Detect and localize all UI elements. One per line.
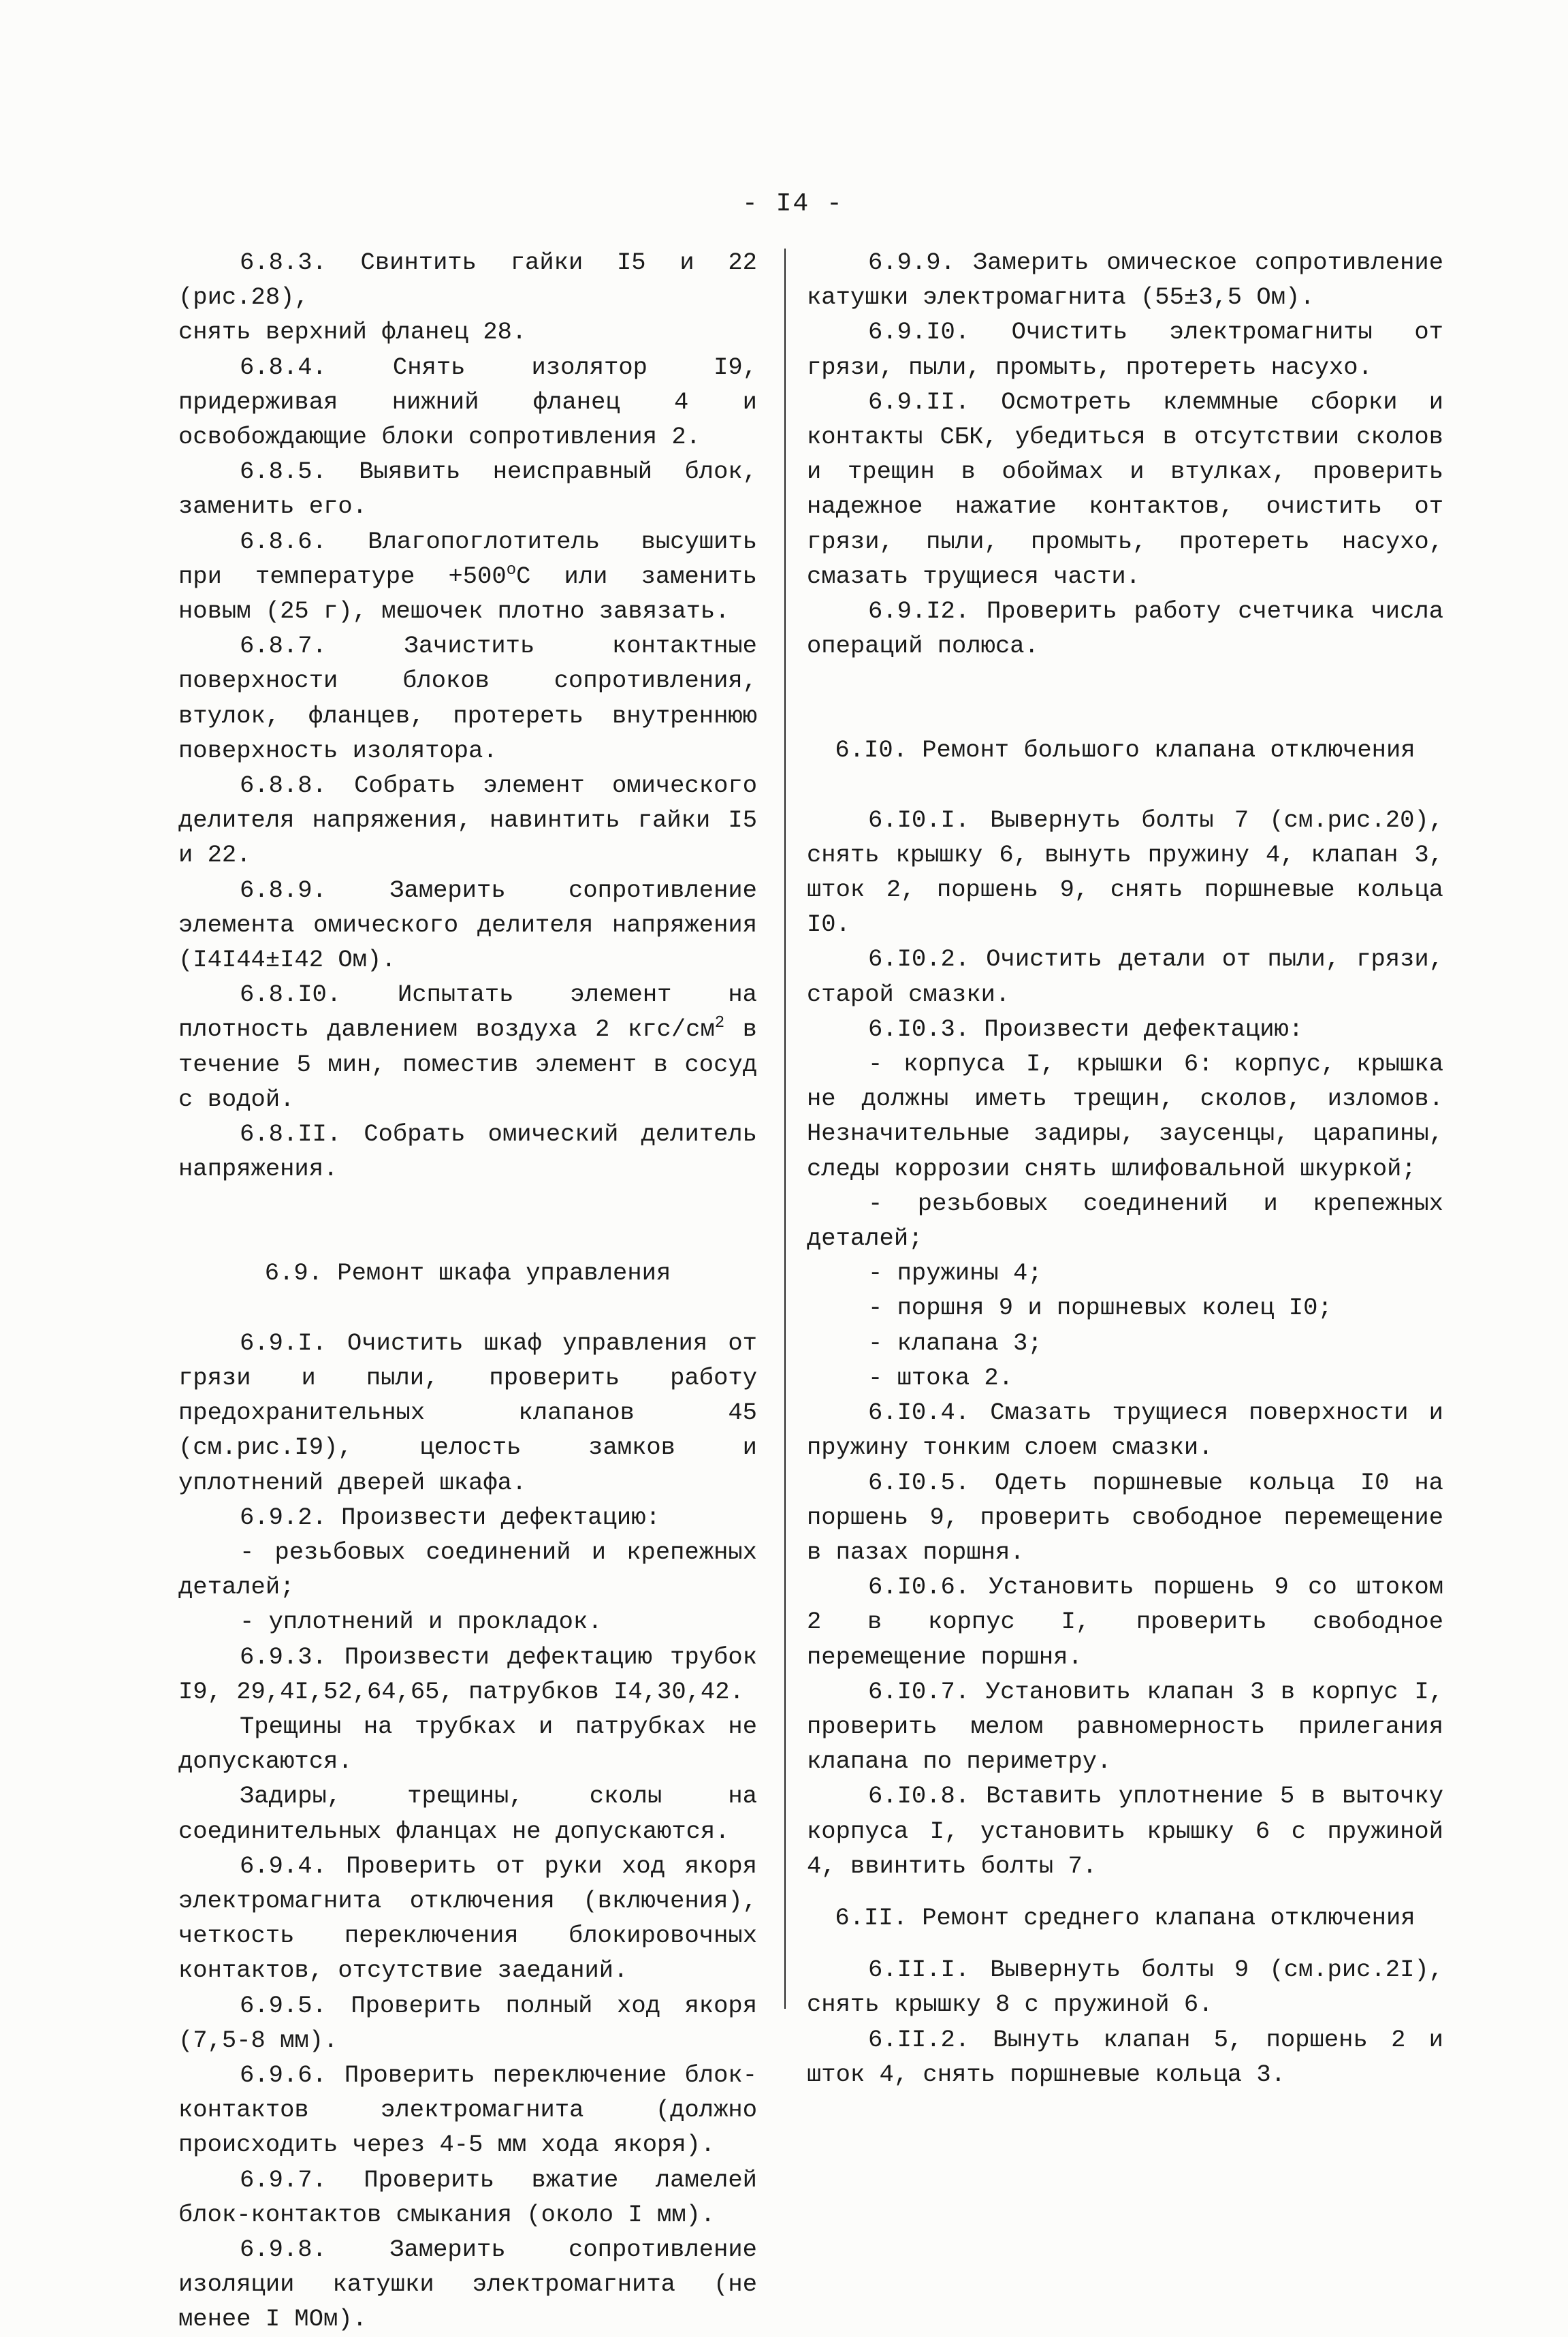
list-item-6-9-2a: - резьбовых соединений и крепежных деталей; bbox=[178, 1538, 757, 1602]
paragraph-6-8-6 bbox=[178, 524, 757, 629]
paragraph-6-8-3-cont: снять верхний фланец 28. bbox=[178, 318, 527, 347]
paragraph-6-8-5: 6.8.5. Выявить неисправный блок, заменить его. bbox=[178, 458, 757, 521]
paragraph-6-10-8: 6.I0.8. Вставить уплотнение 5 в выточку корпуса I, установить крышку 6 с пружиной 4, ввинтить болты 7. bbox=[807, 1782, 1443, 1880]
column-divider bbox=[784, 249, 786, 2009]
p686-pre: 6.8.6. Влагопоглотитель высушить при температуре +500 bbox=[178, 527, 757, 590]
list-item-6-10-3e: - клапана 3; bbox=[868, 1329, 1042, 1357]
paragraph-6-9-5: 6.9.5. Проверить полный ход якоря (7,5-8 мм). bbox=[178, 1991, 757, 2054]
list-item-6-10-3b: - резьбовых соединений и крепежных деталей; bbox=[807, 1189, 1443, 1253]
paragraph-6-9-1: 6.9.I. Очистить шкаф управления от грязи и пыли, проверить работу предохранительных клапанов 45 (см.рис.I9), целость замков и уплотнений дверей шкафа. bbox=[178, 1329, 757, 1497]
degree-sup: o bbox=[506, 561, 517, 579]
paragraph-6-9-4: 6.9.4. Проверить от руки ход якоря электромагнита отключения (включения), четкость переключения блокировочных контактов, отсутствие заеданий. bbox=[178, 1851, 757, 1985]
paragraph-6-9-2: 6.9.2. Произвести дефектацию: bbox=[240, 1503, 660, 1531]
paragraph-6-8-10 bbox=[178, 977, 757, 1117]
paragraph-6-9-3: 6.9.3. Произвести дефектацию трубок I9, 29,4I,52,64,65, патрубков I4,30,42. bbox=[178, 1642, 757, 1706]
paragraph-6-9-10: 6.9.I0. Очистить электромагниты от грязи, пыли, промыть, протереть насухо. bbox=[807, 318, 1443, 381]
p686-post: С или заменить новым (25 г), мешочек плотно завязать. bbox=[178, 562, 757, 626]
spacer bbox=[178, 1186, 757, 1256]
section-heading-6-11: 6.II. Ремонт среднего клапана отключения bbox=[835, 1903, 1415, 1932]
page-number: - I4 - bbox=[742, 189, 844, 219]
list-item-6-10-3d: - поршня 9 и поршневых колец I0; bbox=[868, 1294, 1332, 1322]
paragraph-6-9-8: 6.9.8. Замерить сопротивление изоляции катушки электромагнита (не менее I МОм). bbox=[178, 2235, 757, 2334]
paragraph-6-8-11: 6.8.II. Собрать омический делитель напряжения. bbox=[178, 1120, 757, 1183]
spacer bbox=[807, 663, 1443, 733]
square-sup: 2 bbox=[714, 1014, 725, 1033]
paragraph-6-9-12: 6.9.I2. Проверить работу счетчика числа операций полюса. bbox=[807, 597, 1443, 661]
paragraph-6-10-4: 6.I0.4. Смазать трущиеся поверхности и пружину тонким слоем смазки. bbox=[807, 1399, 1443, 1462]
spacer bbox=[807, 1935, 1443, 1952]
p6810-post: в течение 5 мин, поместив элемент в сосуд с водой. bbox=[178, 1015, 757, 1113]
paragraph-6-9-11: 6.9.II. Осмотреть клеммные сборки и контакты СБК, убедиться в отсутствии сколов и трещин в обоймах и втулках, проверить надежное нажатие контактов, очистить от грязи, пыли, промыть, протереть насухо, смазать трущиеся части. bbox=[807, 387, 1443, 590]
paragraph-6-8-9: 6.8.9. Замерить сопротивление элемента омического делителя напряжения (I4I44±I42 Ом). bbox=[178, 876, 757, 974]
spacer bbox=[807, 1883, 1443, 1901]
paragraph-6-10-7: 6.I0.7. Установить клапан 3 в корпус I, проверить мелом равномерность прилегания клапана по периметру. bbox=[807, 1677, 1443, 1776]
paragraph-6-11-2: 6.II.2. Вынуть клапан 5, поршень 2 и шток 4, снять поршневые кольца 3. bbox=[807, 2025, 1443, 2088]
section-heading-6-10: 6.I0. Ремонт большого клапана отключения bbox=[835, 736, 1415, 765]
paragraph-6-10-6: 6.I0.6. Установить поршень 9 со штоком 2 в корпус I, проверить свободное перемещение поршня. bbox=[807, 1573, 1443, 1671]
paragraph-6-10-2: 6.I0.2. Очистить детали от пыли, грязи, старой смазки. bbox=[807, 945, 1443, 1008]
paragraph-6-8-4: 6.8.4. Снять изолятор I9, придерживая нижний фланец 4 и освобождающие блоки сопротивления 2. bbox=[178, 353, 757, 451]
paragraph-6-9-6: 6.9.6. Проверить переключение блок-контактов электромагнита (должно происходить через 4-5 мм хода якоря). bbox=[178, 2061, 757, 2159]
paragraph-6-8-3: 6.8.3. Свинтить гайки I5 и 22 (рис.28), bbox=[178, 249, 757, 312]
paragraph-6-8-7: 6.8.7. Зачистить контактные поверхности блоков сопротивления, втулок, фланцев, протереть внутреннюю поверхность изолятора. bbox=[178, 632, 757, 765]
list-item-6-10-3a: - корпуса I, крышки 6: корпус, крышка не должны иметь трещин, сколов, изломов. Незначительные задиры, заусенцы, царапины, следы коррозии снять шлифовальной шкуркой; bbox=[807, 1050, 1443, 1183]
paragraph-6-10-1: 6.I0.I. Вывернуть болты 7 (см.рис.20), снять крышку 6, вынуть пружину 4, клапан 3, шток 2, поршень 9, снять поршневые кольца I0. bbox=[807, 806, 1443, 939]
paragraph-6-10-5: 6.I0.5. Одеть поршневые кольца I0 на поршень 9, проверить свободное перемещение в пазах поршня. bbox=[807, 1468, 1443, 1566]
spacer bbox=[178, 1291, 757, 1326]
paragraph-6-9-3a: Трещины на трубках и патрубках не допускаются. bbox=[178, 1712, 757, 1776]
list-item-6-9-2b: - уплотнений и прокладок. bbox=[240, 1608, 603, 1636]
list-item-6-10-3c: - пружины 4; bbox=[868, 1259, 1042, 1288]
paragraph-6-9-9: 6.9.9. Замерить омическое сопротивление катушки электромагнита (55±3,5 Ом). bbox=[807, 249, 1443, 312]
list-item-6-10-3f: - штока 2. bbox=[868, 1363, 1014, 1392]
left-column bbox=[178, 245, 757, 2337]
paragraph-6-10-3: 6.I0.3. Произвести дефектацию: bbox=[868, 1015, 1304, 1043]
right-column bbox=[807, 245, 1443, 2092]
section-heading-6-9: 6.9. Ремонт шкафа управления bbox=[264, 1259, 671, 1288]
paragraph-6-9-3b: Задиры, трещины, сколы на соединительных фланцах не допускаются. bbox=[178, 1782, 757, 1845]
paragraph-6-8-8: 6.8.8. Собрать элемент омического делителя напряжения, навинтить гайки I5 и 22. bbox=[178, 772, 757, 870]
spacer bbox=[807, 768, 1443, 803]
paragraph-6-9-7: 6.9.7. Проверить вжатие ламелей блок-контактов смыкания (около I мм). bbox=[178, 2165, 757, 2229]
paragraph-6-11-1: 6.II.I. Вывернуть болты 9 (см.рис.2I), снять крышку 8 с пружиной 6. bbox=[807, 1956, 1443, 2019]
p6810-pre: 6.8.I0. Испытать элемент на плотность давлением воздуха 2 кгс/см bbox=[178, 981, 757, 1044]
